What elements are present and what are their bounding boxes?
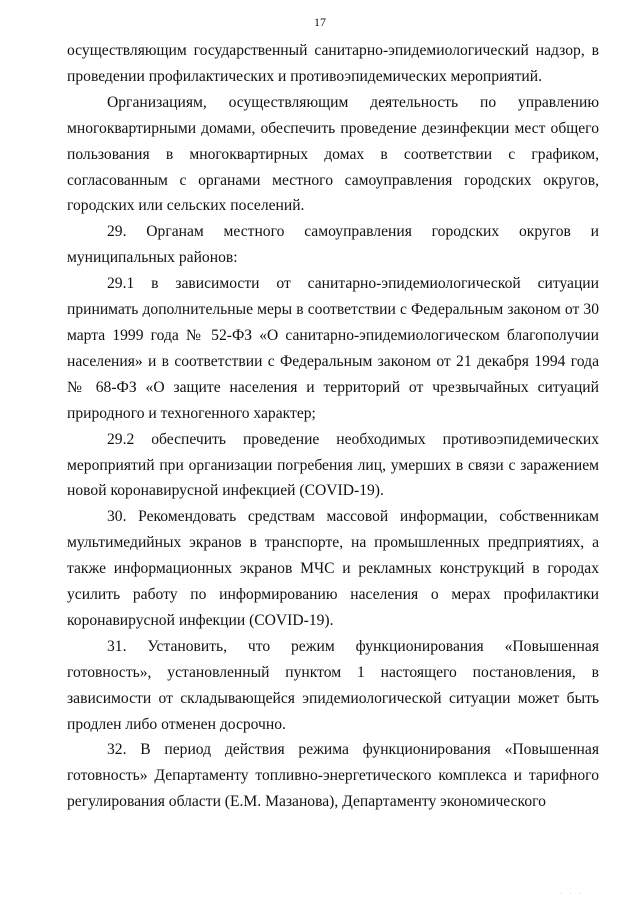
paragraph-item-29: 29. Органам местного самоуправления городских округов и муниципальных районов: (67, 223, 599, 267)
document-body (67, 38, 599, 815)
paragraph-item-31: 31. Установить, что режим функционирования «Повышенная готовность», установленный пунктом 1 настоящего постановления, в зависимости от складывающейся эпидемиологической ситуации может быть продлен либо отменен досрочно. (67, 637, 599, 733)
paragraph-organizations: Организациям, осуществляющим деятельность по управлению многоквартирными домами, обеспечить проведение дезинфекции мест общего пользования в многоквартирных домах в соответствии с графиком, согласованным с органами местного самоуправления городских округов, городских или сельских поселений. (67, 93, 599, 215)
paragraph-item-30: 30. Рекомендовать средствам массовой информации, собственникам мультимедийных экранов в транспорте, на промышленных предприятиях, а также информационных экранов МЧС и рекламных конструкций в городах усилить работу по информированию населения о мерах профилактики коронавирусной инфекции (COVID-19). (67, 508, 599, 629)
paragraph-item-29-1: 29.1 в зависимости от санитарно-эпидемиологической ситуации принимать дополнительные меры в соответствии с Федеральным законом от 30 марта 1999 года № 52-ФЗ «О санитарно-эпидемиологическом благополучии населения» и в соответствии с Федеральным законом от 21 декабря 1994 года № 68-ФЗ «О защите населения и территорий от чрезвычайных ситуаций природного и техногенного характер; (67, 275, 599, 422)
paragraph-item-32: 32. В период действия режима функционирования «Повышенная готовность» Департаменту топливно-энергетического комплекса и тарифного регулирования области (Е.М. Мазанова), Департаменту экономического (67, 741, 599, 811)
scan-corner-mark: · · · (560, 891, 584, 897)
paragraph-item-29-2: 29.2 обеспечить проведение необходимых противоэпидемических мероприятий при организации погребения лиц, умерших в связи с заражением новой коронавирусной инфекцией (COVID-19). (67, 430, 599, 500)
paragraph-continuation: осуществляющим государственный санитарно-эпидемиологический надзор, в проведении профилактических и противоэпидемических мероприятий. (67, 42, 599, 85)
page-number: 17 (314, 15, 326, 29)
